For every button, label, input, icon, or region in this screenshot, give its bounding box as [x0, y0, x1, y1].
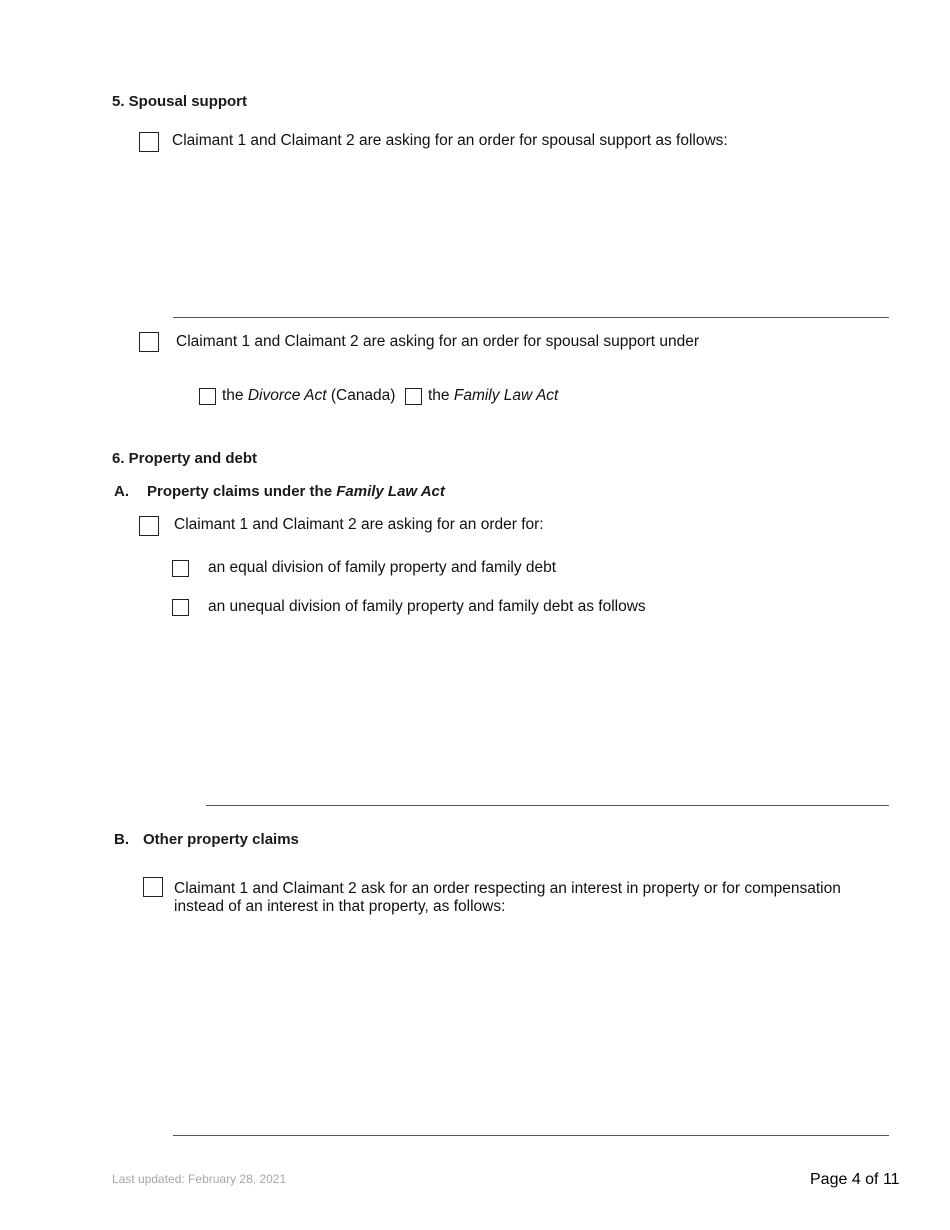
section-6-heading: 6. Property and debt: [112, 450, 258, 467]
other-property-claim-line-2: instead of an interest in that property, as follows:: [174, 898, 506, 915]
spousal-support-under-act-label: Claimant 1 and Claimant 2 are asking for an order for spousal support under: [176, 333, 699, 350]
family-law-act-label: the Family Law Act: [428, 387, 559, 404]
equal-division-label: an equal division of family property and family debt: [208, 559, 557, 576]
property-order-checkbox[interactable]: [139, 516, 159, 536]
property-order-label: Claimant 1 and Claimant 2 are asking for an order for:: [174, 516, 544, 533]
divorce-act-checkbox[interactable]: [199, 388, 216, 405]
family-law-act-checkbox[interactable]: [405, 388, 422, 405]
spousal-support-details-line[interactable]: [173, 317, 889, 318]
last-updated-text: Last updated: February 28, 2021: [112, 1172, 287, 1186]
other-property-claim-checkbox[interactable]: [143, 877, 163, 897]
unequal-division-details-line[interactable]: [206, 805, 889, 806]
part-b-heading: B. Other property claims: [114, 831, 299, 848]
unequal-division-label: an unequal division of family property and family debt as follows: [208, 598, 646, 615]
part-a-heading: A. Property claims under the Family Law Act: [114, 483, 445, 500]
spousal-support-as-follows-label: Claimant 1 and Claimant 2 are asking for an order for spousal support as follows:: [172, 132, 728, 149]
divorce-act-label: the Divorce Act (Canada): [222, 387, 396, 404]
section-5-heading: 5. Spousal support: [112, 93, 248, 110]
spousal-support-under-act-checkbox[interactable]: [139, 332, 159, 352]
spousal-support-as-follows-checkbox[interactable]: [139, 132, 159, 152]
other-property-details-line[interactable]: [173, 1135, 889, 1136]
page-number: Page 4 of 11: [810, 1171, 900, 1188]
unequal-division-checkbox[interactable]: [172, 599, 189, 616]
other-property-claim-line-1: Claimant 1 and Claimant 2 ask for an order respecting an interest in property or for compensation: [174, 880, 841, 897]
equal-division-checkbox[interactable]: [172, 560, 189, 577]
